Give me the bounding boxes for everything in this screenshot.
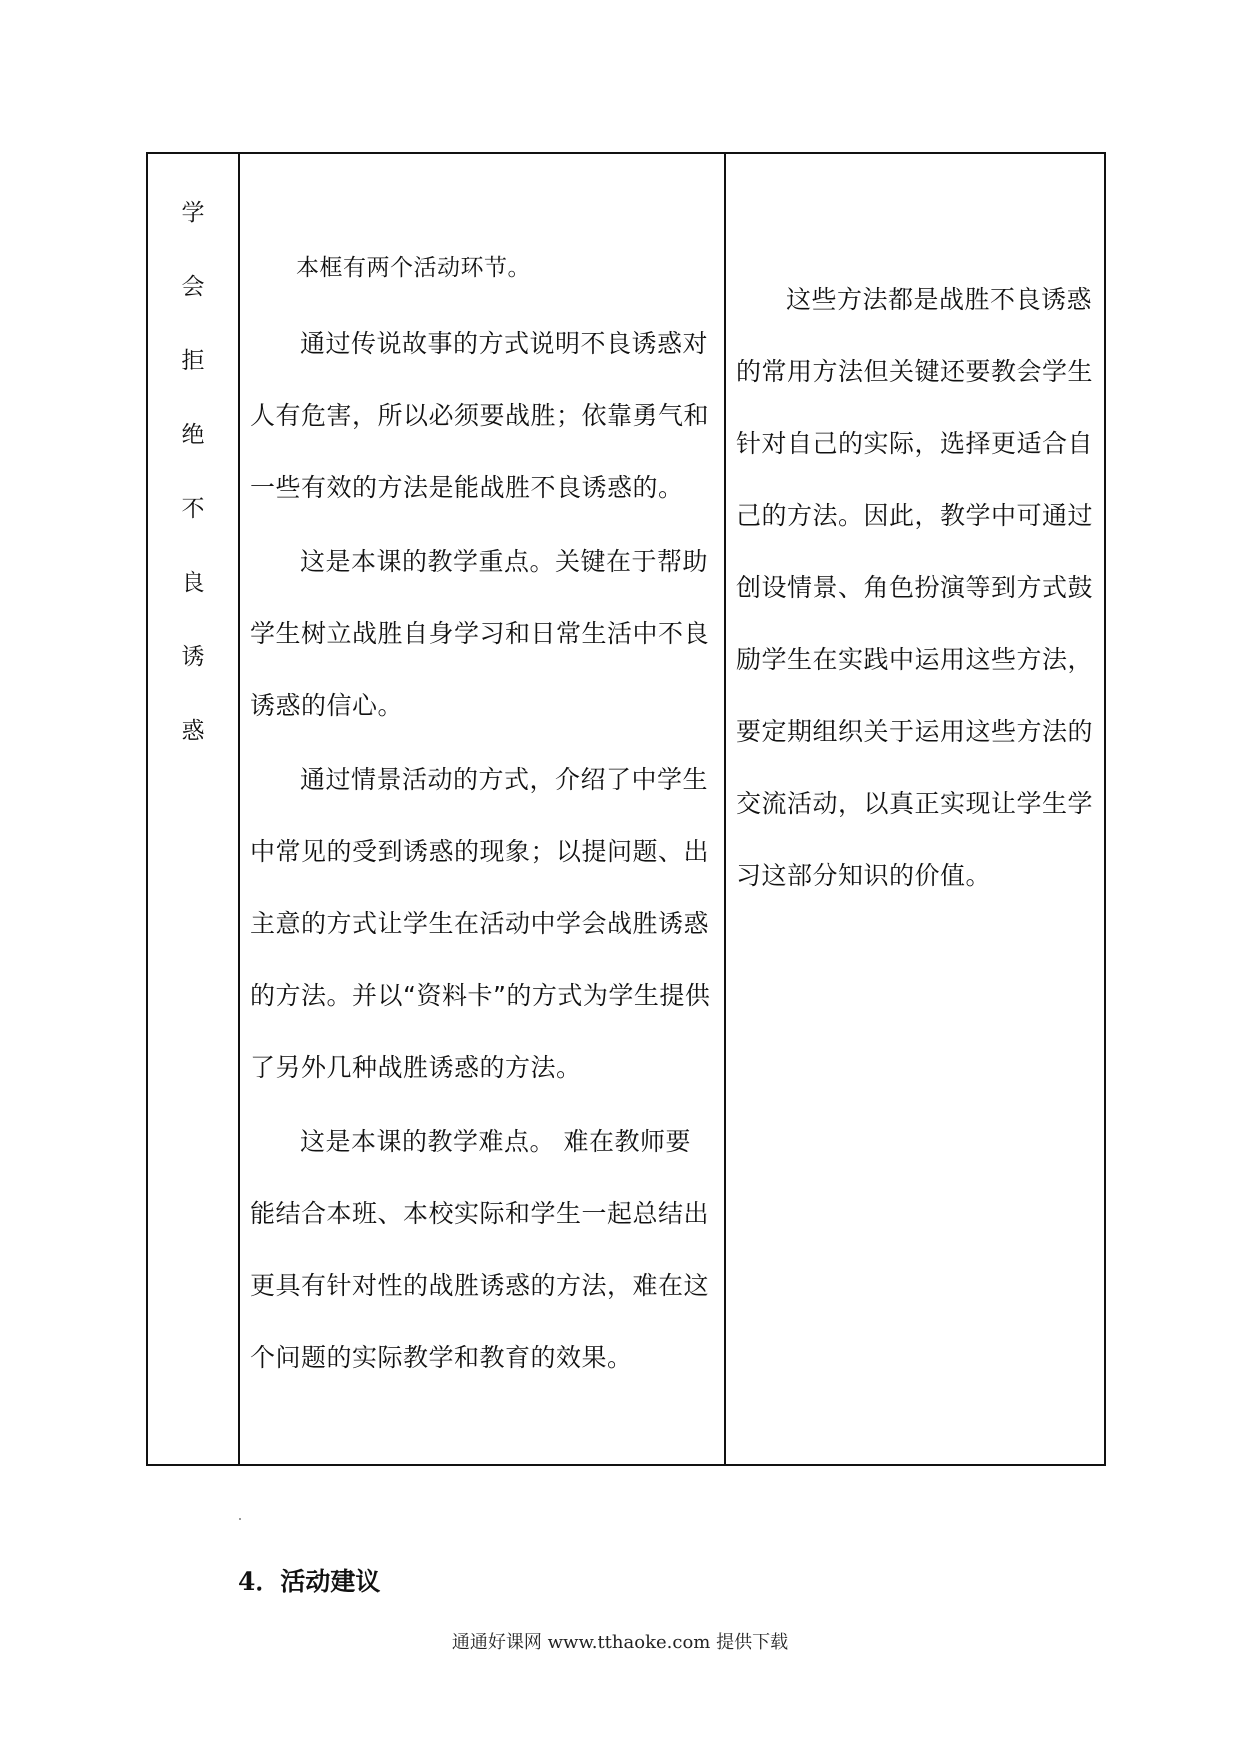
content-paragraph: 通过传说故事的方式说明不良诱惑对人有危害，所以必须要战胜；依靠勇气和一些有效的方法是能战胜不良诱惑的。 (250, 329, 710, 502)
table-row (147, 153, 1105, 1465)
content-paragraph: 通过情景活动的方式，介绍了中学生中常见的受到诱惑的现象；以提问题、出主意的方式让学生在活动中学会战胜诱惑的方法。并以“资料卡”的方式为学生提供了另外几种战胜诱惑的方法。 (250, 765, 711, 1082)
topic-label-char: 会 (181, 274, 205, 300)
teaching-note-cell (725, 153, 1105, 1465)
topic-label-char: 绝 (181, 422, 205, 448)
note-paragraph: 这些方法都是战胜不良诱惑的常用方法但关键还要教会学生针对自己的实际，选择更适合自己的方法。因此，教学中可通过创设情景、角色扮演等到方式鼓励学生在实践中运用这些方法，要定期组织关于运用这些方法的交流活动，以真正实现让学生学习这部分知识的价值。 (736, 285, 1094, 890)
content-paragraph: 本框有两个活动环节。 (296, 255, 531, 281)
topic-label-cell (147, 153, 239, 1465)
page-footer: 通通好课网 www.tthaoke.com 提供下载 (451, 1632, 789, 1653)
section-heading: 4．活动建议 (238, 1567, 381, 1596)
topic-label-char: 不 (181, 496, 205, 522)
content-paragraph: 这是本课的教学重点。关键在于帮助学生树立战胜自身学习和日常生活中不良诱惑的信心。 (250, 547, 710, 720)
topic-label-vertical (148, 176, 238, 768)
topic-label-char: 诱 (181, 644, 205, 670)
lesson-table (146, 152, 1106, 1466)
topic-label-char: 拒 (181, 348, 205, 374)
teaching-content-cell (239, 153, 725, 1465)
topic-label-char: 学 (181, 200, 205, 226)
topic-label-char: 惑 (181, 718, 205, 744)
topic-label-char: 良 (181, 570, 205, 596)
stray-mark (239, 1518, 241, 1520)
content-paragraph: 这是本课的教学难点。 难在教师要能结合本班、本校实际和学生一起总结出更具有针对性的战胜诱惑的方法，难在这个问题的实际教学和教育的效果。 (250, 1127, 710, 1372)
